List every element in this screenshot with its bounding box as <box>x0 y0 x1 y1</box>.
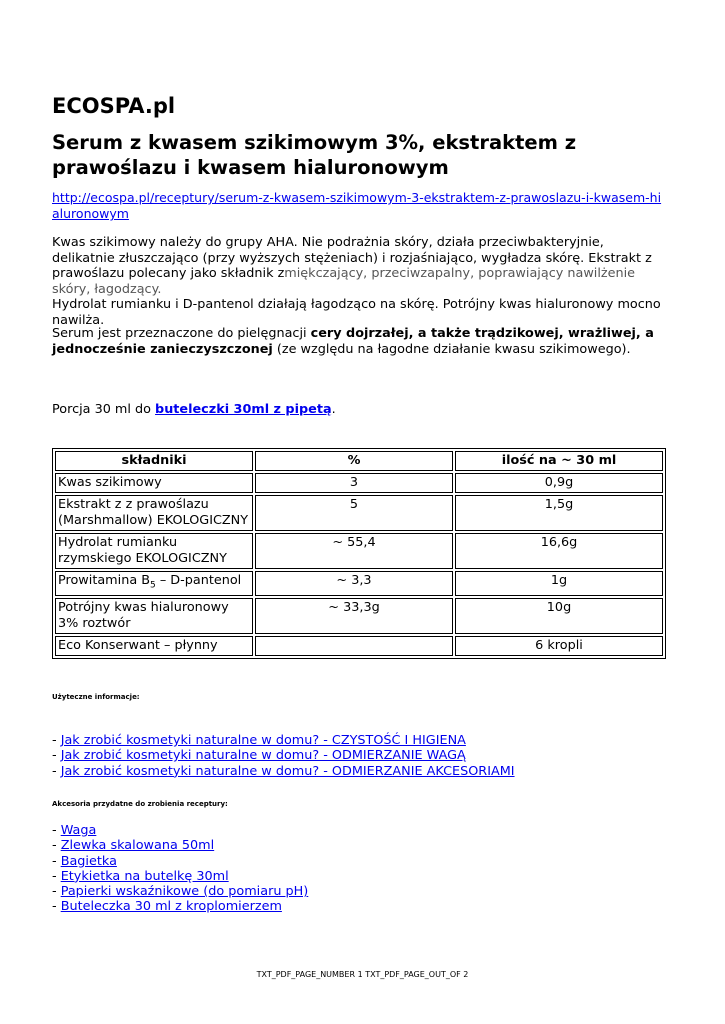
accessory-link-label[interactable]: Etykietka na butelkę 30ml <box>60 868 229 884</box>
ingredient-name: Eco Konserwant – płynny <box>55 636 253 656</box>
purpose-suffix: (ze względu na łagodne działanie kwasu szikimowego). <box>272 341 631 357</box>
ingredient-name: Potrójny kwas hialuronowy 3% roztwór <box>55 598 253 634</box>
ingredient-percent: 3 <box>255 473 453 493</box>
header-ingredient: składniki <box>55 451 253 471</box>
purpose-paragraph <box>52 326 667 357</box>
table-row <box>55 533 663 569</box>
accessory-link-beaker[interactable]: Zlewka skalowana 50ml <box>60 838 215 854</box>
list-item <box>52 884 308 899</box>
list-item <box>52 854 308 869</box>
ingredient-name-subscript: 5 <box>150 580 156 591</box>
intro-text-grey: miękczający, przeciwzapalny, poprawiający nawilżenie skóry, łagodzący. <box>52 266 636 297</box>
list-dash: - <box>52 868 61 884</box>
page-title: Serum z kwasem szikimowym 3%, ekstraktem z prawoślazu i kwasem hialuronowym <box>52 131 577 179</box>
list-dash: - <box>52 899 61 915</box>
list-item <box>52 869 308 884</box>
accessories-links-list <box>52 823 308 915</box>
ingredient-name-part: – D-pantenol <box>155 573 242 588</box>
table-row <box>55 571 663 596</box>
ingredient-name-part: Prowitamina B <box>58 573 151 588</box>
purpose-bold: cery dojrzałej, a także trądzikowej, wrażliwej, a jednocześnie zanieczyszczonej <box>52 326 654 357</box>
accessory-link-scale[interactable]: Waga <box>60 823 97 838</box>
intro-text-1: Kwas szikimowy należy do grupy AHA. Nie podrażnia skóry, działa przeciwbakteryjnie, delikatnie złuszczająco (przy wyższych stężeniach) i rozjaśniająco, wygładza skórę. Ekstrakt z prawoślazu polecany jako składnik z <box>52 235 652 281</box>
table-row <box>55 473 663 493</box>
site-title: ECOSPA.pl <box>52 94 176 118</box>
ingredient-amount: 1,5g <box>455 495 663 531</box>
useful-link-scale[interactable]: Jak zrobić kosmetyki naturalne w domu? - ODMIERZANIE WAGĄ <box>60 748 466 764</box>
list-item <box>52 764 515 779</box>
useful-link-accessories[interactable]: Jak zrobić kosmetyki naturalne w domu? - ODMIERZANIE AKCESORIAMI <box>60 763 515 779</box>
list-item <box>52 838 308 853</box>
recipe-url-link[interactable]: http://ecospa.pl/receptury/serum-z-kwasem-szikimowym-3-ekstraktem-z-prawoslazu-i-kwasem-hialuronowym <box>52 190 662 221</box>
list-item <box>52 899 308 914</box>
ingredient-percent: ~ 33,3g <box>255 598 453 634</box>
list-item <box>52 823 308 838</box>
ingredient-name <box>55 571 253 596</box>
portion-suffix: . <box>331 402 336 417</box>
table-header-row <box>55 451 663 471</box>
header-amount: ilość na ~ 30 ml <box>455 451 663 471</box>
useful-info-heading: Użyteczne informacje: <box>52 693 140 701</box>
list-item <box>52 733 515 748</box>
list-item <box>52 748 515 763</box>
portion-prefix: Porcja 30 ml do <box>52 402 156 417</box>
useful-link-hygiene[interactable]: Jak zrobić kosmetyki naturalne w domu? - CZYSTOŚĆ I HIGIENA <box>60 733 466 748</box>
list-dash: - <box>52 884 61 900</box>
intro-paragraph <box>52 235 667 328</box>
ingredients-table <box>52 448 666 659</box>
page-footer: TXT_PDF_PAGE_NUMBER 1 TXT_PDF_PAGE_OUT_OF 2 <box>256 970 469 979</box>
table-row <box>55 495 663 531</box>
ingredient-amount: 10g <box>455 598 663 634</box>
list-dash: - <box>52 733 61 748</box>
table-row <box>55 598 663 634</box>
portion-paragraph <box>52 402 336 418</box>
ingredient-percent: ~ 3,3 <box>255 571 453 596</box>
ingredient-percent <box>255 636 453 656</box>
list-dash: - <box>52 823 61 838</box>
list-dash: - <box>52 763 61 779</box>
purpose-prefix: Serum jest przeznaczone do pielęgnacji <box>52 326 311 341</box>
ingredient-amount: 0,9g <box>455 473 663 493</box>
accessories-heading: Akcesoria przydatne do zrobienia receptury: <box>52 800 228 808</box>
ingredient-name: Kwas szikimowy <box>55 473 253 493</box>
bottle-link[interactable]: buteleczki 30ml z pipetą <box>155 402 332 417</box>
accessory-link-stirring-rod[interactable]: Bagietka <box>60 853 117 869</box>
accessory-link-ph-strips[interactable]: Papierki wskaźnikowe (do pomiaru pH) <box>60 884 309 900</box>
ingredient-name: Hydrolat rumianku rzymskiego EKOLOGICZNY <box>55 533 253 569</box>
ingredient-name: Ekstrakt z z prawoślazu (Marshmallow) EKOLOGICZNY <box>55 495 253 531</box>
accessory-link-dropper-bottle[interactable]: Buteleczka 30 ml z kroplomierzem <box>60 899 282 915</box>
ingredient-amount: 1g <box>455 571 663 596</box>
header-percent: % <box>255 451 453 471</box>
ingredient-amount: 16,6g <box>455 533 663 569</box>
ingredient-percent: 5 <box>255 495 453 531</box>
table-row <box>55 636 663 656</box>
useful-links-list <box>52 733 515 779</box>
list-dash: - <box>52 853 61 869</box>
list-dash: - <box>52 748 61 764</box>
ingredient-amount: 6 kropli <box>455 636 663 656</box>
ingredient-percent: ~ 55,4 <box>255 533 453 569</box>
intro-text-2: Hydrolat rumianku i D-pantenol działają łagodząco na skórę. Potrójny kwas hialuronowy mocno nawilża. <box>52 297 661 328</box>
list-dash: - <box>52 838 61 854</box>
